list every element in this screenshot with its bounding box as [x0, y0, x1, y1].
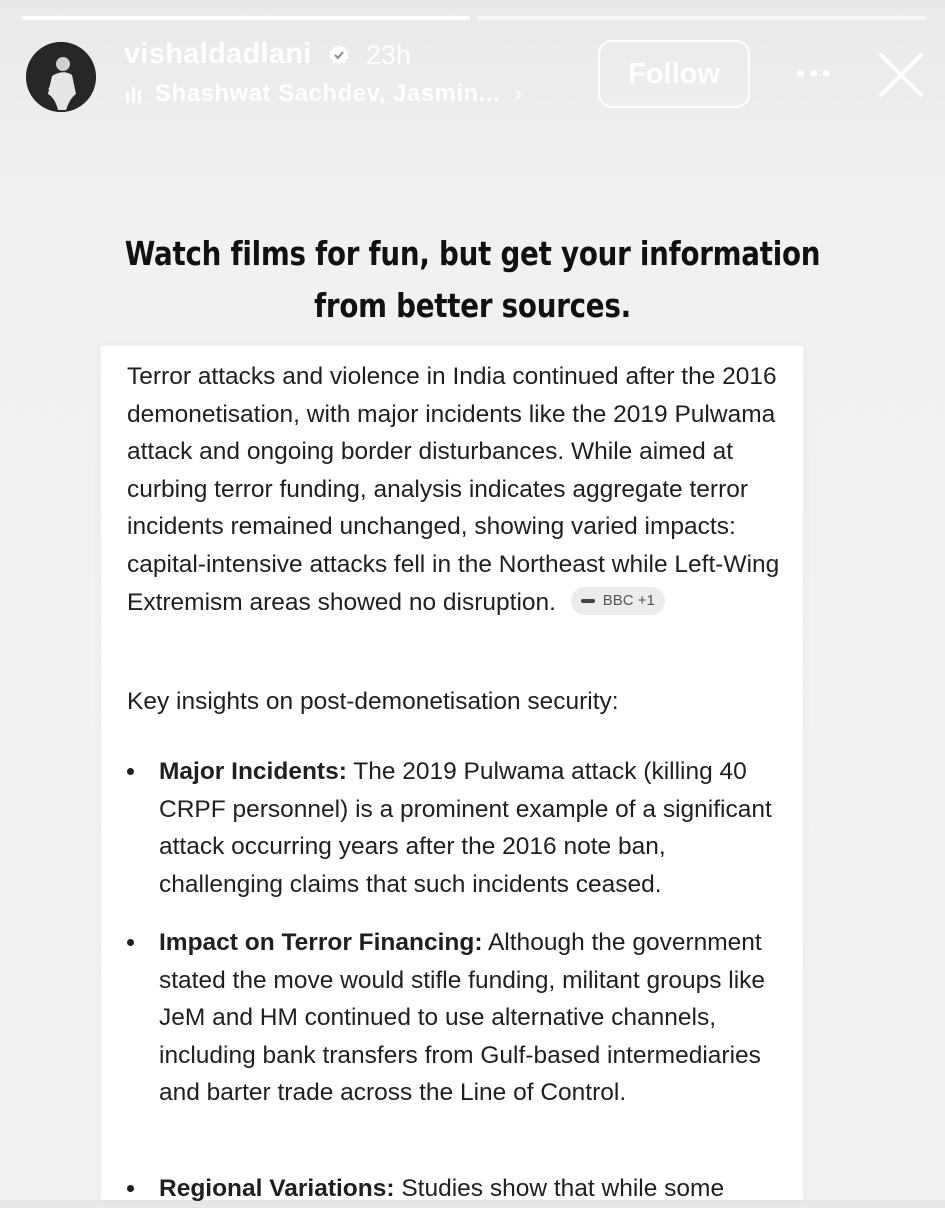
source-logo-icon [581, 599, 595, 603]
summary-paragraph [127, 358, 787, 621]
story-progress-current [22, 16, 470, 20]
bullet-title: Regional Variations: [159, 1175, 395, 1202]
verified-badge-icon [329, 45, 349, 65]
story-progress-next [477, 16, 927, 20]
headline-line-1: Watch films for fun, but get your information [124, 234, 821, 273]
bullet-icon [127, 768, 134, 775]
bullet-icon [127, 939, 134, 946]
list-item [127, 1170, 787, 1208]
list-item [127, 753, 787, 903]
music-label: Shashwat Sachdev, Jasmin... [155, 80, 501, 107]
headline-line-2: from better sources. [314, 286, 631, 325]
source-chip[interactable] [571, 587, 665, 615]
avatar[interactable] [26, 42, 96, 112]
music-attribution[interactable] [126, 80, 522, 108]
bullet-text: Studies show that while some [394, 1175, 725, 1202]
bullet-title: Impact on Terror Financing: [159, 929, 483, 956]
story-headline [76, 228, 870, 332]
list-item [127, 924, 787, 1112]
close-icon[interactable] [876, 50, 926, 100]
more-options-icon[interactable] [788, 58, 838, 88]
bullet-text: Although the government stated the move would stifle funding, militant groups like JeM and HM continued to use alternative channels, including bank transfers from Gulf-based intermediaries and barter trade across the Line of Control. [159, 929, 766, 1107]
source-chip-label: BBC +1 [602, 592, 655, 610]
post-time: 23h [366, 40, 412, 70]
bullet-icon [127, 1185, 134, 1192]
username[interactable]: vishaldadlani [124, 38, 312, 70]
music-bars-icon [126, 85, 141, 103]
bullet-text: The 2019 Pulwama attack (killing 40 CRPF personnel) is a prominent example of a significant attack occurring years after the 2016 note ban, challenging claims that such incidents ceased. [159, 758, 772, 898]
chevron-right-icon: › [514, 80, 523, 107]
bullet-title: Major Incidents: [159, 758, 347, 785]
summary-text: Terror attacks and violence in India continued after the 2016 demonetisation, with major incidents like the 2019 Pulwama attack and ongoing border disturbances. While aimed at curbing terror funding, analysis indicates aggregate terror incidents remained unchanged, showing varied impacts: capital-intensive attacks fell in the Northeast while Left-Wing Extremism areas showed no disruption. [127, 363, 780, 616]
insights-title: Key insights on post-demonetisation security: [127, 688, 619, 715]
avatar-image [26, 42, 96, 112]
follow-button[interactable]: Follow [598, 40, 750, 108]
